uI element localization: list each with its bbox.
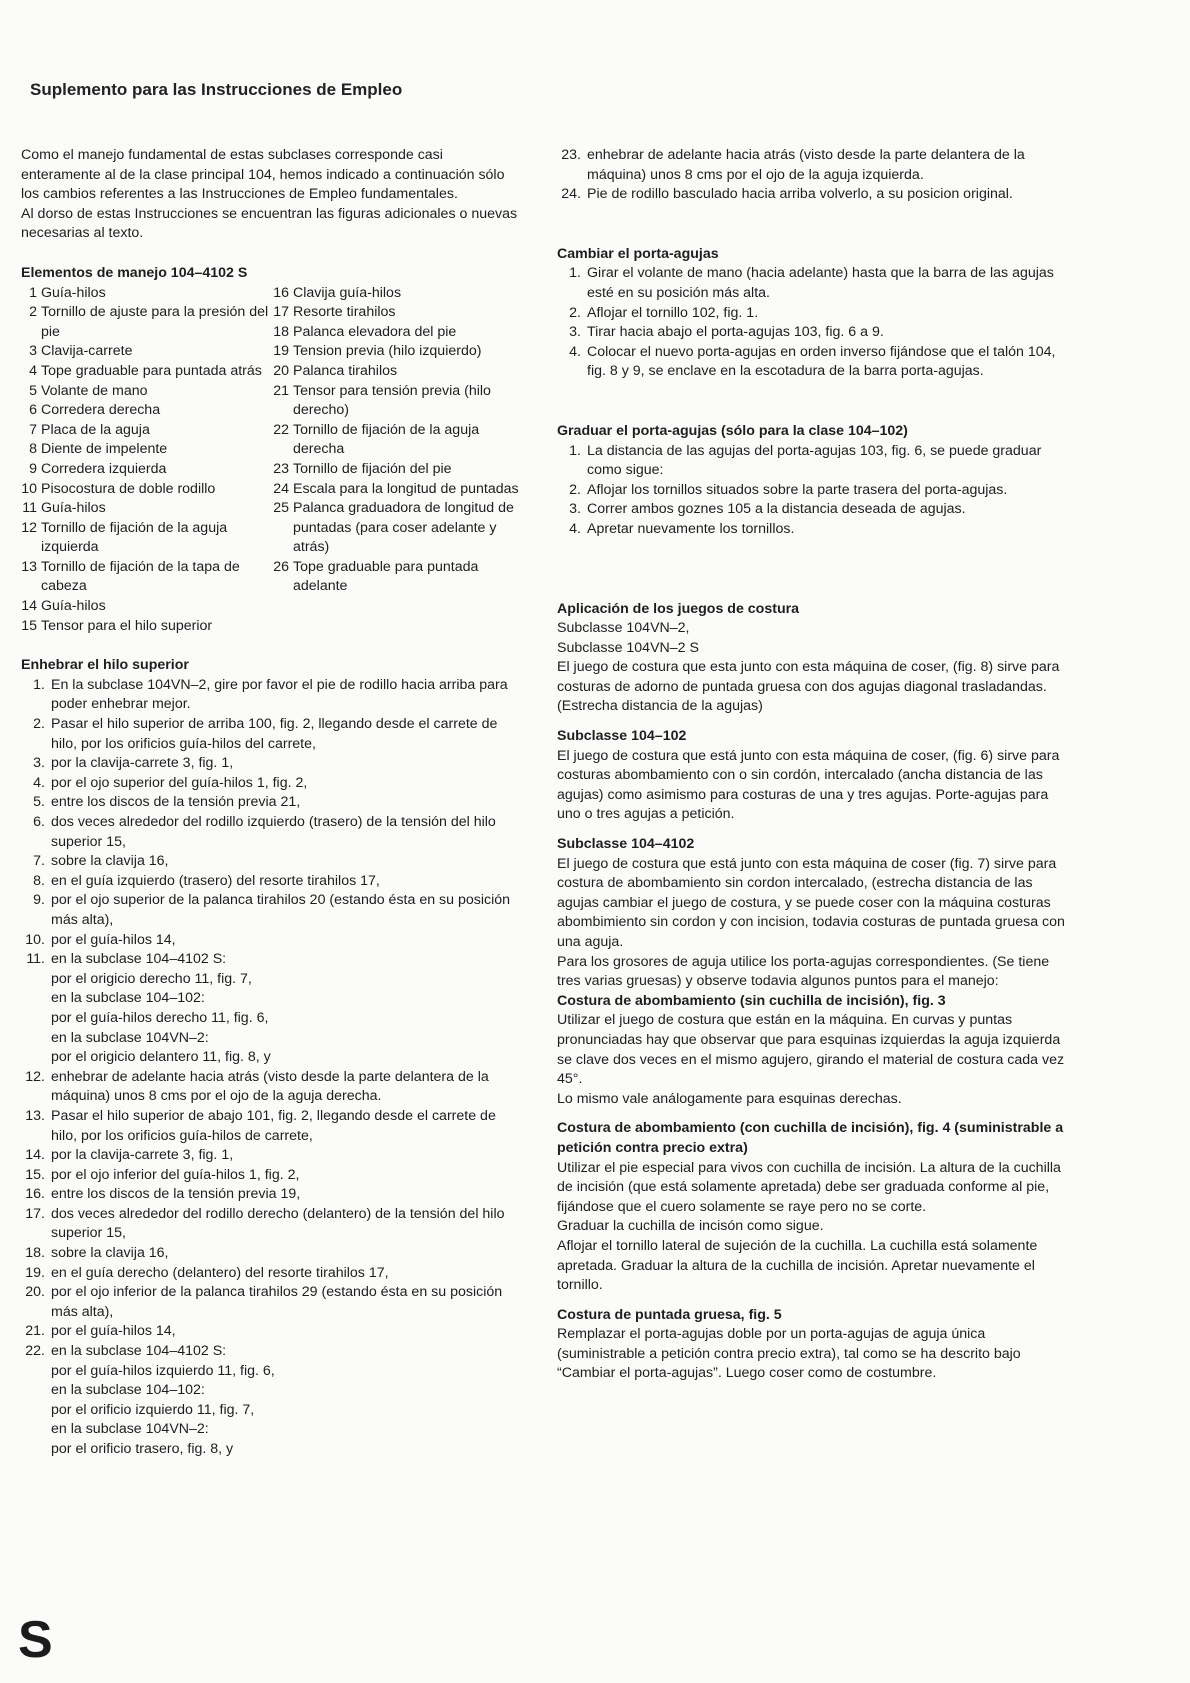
list-item-text: En la subclase 104VN–2, gire por favor el pie de rodillo hacia arriba para poder enhebrar mejor. bbox=[51, 676, 508, 713]
list-item-subline: por el orificio izquierdo 11, fig. 7, bbox=[51, 1401, 255, 1418]
list-item bbox=[21, 460, 273, 480]
list-item bbox=[273, 558, 521, 597]
list-item-number: 20. bbox=[25, 1284, 45, 1301]
list-item-text: entre los discos de la tensión previa 19, bbox=[51, 1186, 301, 1203]
list-item-number: 22. bbox=[25, 1343, 45, 1360]
aplicacion-subclass-2: Subclasse 104VN–2 S bbox=[557, 639, 699, 656]
list-item-text: en la subclase 104–4102 S: bbox=[51, 1343, 227, 1360]
list-item bbox=[21, 715, 521, 754]
intro-paragraph-1: Como el manejo fundamental de estas subclases corresponde casi enteramente al de la clase principal 104, hemos indicado a continuación sólo los cambios referentes a las Instrucciones de Empleo fundamentales. bbox=[21, 147, 505, 203]
list-item-text: Diente de impelente bbox=[41, 441, 168, 458]
list-item bbox=[273, 342, 521, 362]
list-item bbox=[557, 343, 1069, 382]
list-item-number: 12 bbox=[21, 519, 37, 536]
list-item-text: dos veces alrededor del rodillo derecho (delantero) de la tensión del hilo superior 15, bbox=[51, 1205, 505, 1242]
list-item-number: 5 bbox=[29, 382, 37, 399]
cambiar-list bbox=[557, 264, 1069, 382]
list-item-number: 8 bbox=[29, 441, 37, 458]
list-item-number: 1. bbox=[569, 442, 581, 459]
list-item bbox=[21, 421, 273, 441]
list-item-number: 11 bbox=[22, 500, 37, 517]
list-item bbox=[21, 362, 273, 382]
costura-puntada-gruesa-heading: Costura de puntada gruesa, fig. 5 bbox=[557, 1306, 782, 1323]
list-item-text: Clavija guía-hilos bbox=[293, 284, 402, 301]
enhebrar-list bbox=[21, 676, 521, 1460]
list-item-subline: por el origicio delantero 11, fig. 8, y bbox=[51, 1049, 271, 1066]
list-item-text: en el guía derecho (delantero) del resorte tirahilos 17, bbox=[51, 1264, 389, 1281]
list-item bbox=[557, 442, 1069, 481]
list-item bbox=[557, 481, 1069, 501]
list-item-number: 9 bbox=[29, 460, 37, 477]
list-item-text: Tornillo de fijación de la tapa de cabeza bbox=[41, 558, 240, 595]
list-item-text: Tensor para tensión previa (hilo derecho) bbox=[293, 382, 491, 419]
right-column bbox=[557, 146, 1069, 1384]
list-item bbox=[557, 264, 1069, 303]
list-item bbox=[21, 1068, 521, 1107]
list-item-text: enhebrar de adelante hacia atrás (visto desde la parte delantera de la máquina) unos 8 cms por el ojo de la aguja derecha. bbox=[51, 1068, 489, 1105]
list-item bbox=[21, 852, 521, 872]
costura-sin-cuchilla-heading: Costura de abombamiento (sin cuchilla de incisión), fig. 3 bbox=[557, 992, 946, 1009]
list-item-text: Placa de la aguja bbox=[41, 421, 150, 438]
list-item-text: Palanca tirahilos bbox=[293, 362, 398, 379]
list-item bbox=[21, 499, 273, 519]
list-item bbox=[21, 774, 521, 794]
list-item bbox=[21, 754, 521, 774]
list-item bbox=[21, 872, 521, 892]
list-item-number: 11. bbox=[26, 951, 45, 968]
list-item-number: 8. bbox=[33, 872, 45, 889]
list-item bbox=[21, 617, 273, 637]
left-column bbox=[21, 146, 521, 1460]
list-item bbox=[21, 813, 521, 852]
list-item-text: Palanca graduadora de longitud de puntadas (para coser adelante y atrás) bbox=[293, 500, 514, 556]
aplicacion-subclass-1: Subclasse 104VN–2, bbox=[557, 620, 690, 637]
list-item bbox=[273, 284, 521, 304]
page-title: Suplemento para las Instrucciones de Empleo bbox=[30, 80, 403, 99]
list-item-text: enhebrar de adelante hacia atrás (visto desde la parte delantera de la máquina) unos 8 cms por el ojo de la aguja izquierda. bbox=[587, 147, 1025, 183]
list-item-number: 1. bbox=[33, 676, 45, 693]
list-item bbox=[21, 1205, 521, 1244]
list-item-text: Tornillo de ajuste para la presión del pie bbox=[41, 304, 269, 340]
list-item-subline: por el guía-hilos derecho 11, fig. 6, bbox=[51, 1009, 269, 1026]
list-item-number: 15. bbox=[25, 1166, 45, 1183]
list-item-number: 16 bbox=[273, 284, 289, 301]
list-item-number: 24. bbox=[561, 186, 581, 203]
enhebrar-continued-list bbox=[557, 146, 1069, 205]
list-item-text: Corredera izquierda bbox=[41, 460, 167, 477]
list-item bbox=[273, 460, 521, 480]
list-item-text: Colocar el nuevo porta-agujas en orden inverso fijándose que el talón 104, fig. 8 y 9, se enclave en la escotadura de la barra porta-agujas. bbox=[587, 343, 1056, 380]
list-item-number: 21. bbox=[25, 1323, 45, 1340]
list-item bbox=[21, 401, 273, 421]
list-item bbox=[21, 1283, 521, 1322]
list-item bbox=[21, 558, 273, 597]
list-item-number: 6. bbox=[33, 814, 45, 830]
list-item-number: 18. bbox=[25, 1245, 45, 1262]
list-item-text: por el ojo inferior del guía-hilos 1, fig. 2, bbox=[51, 1166, 300, 1183]
aplicacion-paragraph-1: El juego de costura que esta junto con esta máquina de coser, (fig. 8) sirve para costuras de adorno de puntada gruesa con dos agujas diagonal trasladandas. (Estrecha distancia de la agujas) bbox=[557, 659, 1060, 715]
aplicacion-heading: Aplicación de los juegos de costura bbox=[557, 600, 800, 617]
list-item-text: Apretar nuevamente los tornillos. bbox=[587, 520, 795, 537]
list-item bbox=[21, 519, 273, 558]
list-item-text: Guía-hilos bbox=[41, 284, 106, 301]
list-item-number: 23 bbox=[273, 460, 289, 477]
list-item-text: por el ojo inferior de la palanca tirahilos 29 (estando ésta en su posición más alta), bbox=[51, 1284, 503, 1320]
list-item-subline: por el origicio derecho 11, fig. 7, bbox=[51, 970, 252, 987]
list-item bbox=[21, 303, 273, 342]
graduar-list bbox=[557, 442, 1069, 540]
aplicacion-paragraph-2: El juego de costura que está junto con esta máquina de coser, (fig. 6) sirve para costuras abombamiento con o sin cordón, intercalado (ancha distancia de las agujas) como asimismo para costuras de una y tres agujas. Porte-agujas para uno o tres agujas a petición. bbox=[557, 747, 1060, 823]
list-item bbox=[21, 1166, 521, 1186]
list-item bbox=[21, 676, 521, 715]
list-item-number: 23. bbox=[561, 147, 581, 163]
enhebrar-heading: Enhebrar el hilo superior bbox=[21, 657, 189, 674]
list-item-number: 2 bbox=[29, 304, 37, 321]
aplicacion-paragraph-4: Para los grosores de aguja utilice los porta-agujas correspondientes. (Se tiene tres varias gruesas) y observe todavia algunos puntos para el manejo: bbox=[557, 953, 1050, 990]
list-item-number: 4 bbox=[29, 362, 37, 379]
list-item-number: 4. bbox=[569, 343, 581, 360]
list-item bbox=[557, 185, 1069, 205]
list-item-text: Tornillo de fijación de la aguja derecha bbox=[293, 421, 480, 458]
list-item bbox=[21, 1107, 521, 1146]
list-item-text: Guía-hilos bbox=[41, 500, 106, 517]
list-item bbox=[21, 342, 273, 362]
list-item-text: Escala para la longitud de puntadas bbox=[293, 480, 519, 497]
list-item-number: 3. bbox=[33, 755, 45, 772]
list-item bbox=[21, 382, 273, 402]
list-item bbox=[21, 793, 521, 813]
list-item-text: Clavija-carrete bbox=[41, 343, 133, 360]
list-item bbox=[273, 499, 521, 558]
list-item bbox=[21, 597, 273, 617]
list-item-number: 10. bbox=[25, 931, 45, 948]
list-item-subline: en la subclase 104VN–2: bbox=[51, 1029, 209, 1046]
list-item-text: en el guía izquierdo (trasero) del resorte tirahilos 17, bbox=[51, 872, 380, 889]
list-item bbox=[21, 284, 273, 304]
list-item-number: 1. bbox=[569, 265, 581, 282]
list-item-number: 14. bbox=[25, 1147, 45, 1164]
list-item-text: Guía-hilos bbox=[41, 598, 106, 615]
list-item-text: Palanca elevadora del pie bbox=[293, 323, 457, 340]
list-item-text: por el guía-hilos 14, bbox=[51, 931, 176, 948]
list-item-text: dos veces alrededor del rodillo izquierdo (trasero) de la tensión del hilo superior 15, bbox=[51, 814, 496, 850]
graduar-heading: Graduar el porta-agujas (sólo para la clase 104–102) bbox=[557, 422, 908, 439]
aplicacion-paragraph-5: Utilizar el juego de costura que están en la máquina. En curvas y puntas pronunciadas hay que observar que para esquinas izquierdas la aguja izquierda se clave dos veces en el mismo agujero, girando el material de costura cada vez 45°. bbox=[557, 1012, 1065, 1088]
list-item-number: 17 bbox=[273, 304, 289, 321]
list-item-text: Corredera derecha bbox=[41, 402, 161, 419]
list-item-number: 9. bbox=[33, 892, 45, 909]
list-item-number: 2. bbox=[33, 716, 45, 733]
page-letter: S bbox=[18, 1611, 53, 1669]
list-item bbox=[273, 362, 521, 382]
list-item bbox=[557, 146, 1069, 185]
list-item bbox=[557, 520, 1069, 540]
list-item-text: Volante de mano bbox=[41, 382, 148, 399]
list-item-text: Tornillo de fijación de la aguja izquierda bbox=[41, 519, 228, 556]
list-item-text: Pie de rodillo basculado hacia arriba volverlo, a su posicion original. bbox=[587, 186, 1013, 203]
subclass-104-102-heading: Subclasse 104–102 bbox=[557, 728, 687, 745]
list-item-number: 15 bbox=[21, 617, 37, 634]
list-item-text: Tope graduable para puntada atrás bbox=[41, 362, 262, 379]
list-item-number: 2. bbox=[569, 304, 581, 321]
list-item-text: entre los discos de la tensión previa 21, bbox=[51, 794, 301, 811]
list-item-number: 1 bbox=[29, 284, 37, 301]
aplicacion-paragraph-3: El juego de costura que está junto con esta máquina de coser (fig. 7) sirve para costura de abombamiento sin cordon intercalado, (estrecha distancia de las agujas cambiar el juego de costura, y se puede coser con la máquina costuras abombimiento sin cordon y con incision, todavia costuras de puntada gruesa con una aguja. bbox=[557, 855, 1065, 950]
list-item bbox=[21, 950, 521, 1068]
aplicacion-paragraph-6: Lo mismo vale análogamente para esquinas derechas. bbox=[557, 1090, 902, 1107]
list-item-subline: por el guía-hilos izquierdo 11, fig. 6, bbox=[51, 1362, 275, 1379]
list-item-number: 2. bbox=[569, 481, 581, 498]
list-item bbox=[273, 303, 521, 323]
list-item-number: 12. bbox=[25, 1068, 45, 1085]
aplicacion-paragraph-10: Remplazar el porta-agujas doble por un porta-agujas de aguja única (suministrable a petición contra precio extra), tal como se ha descrito bajo “Cambiar el porta-agujas”. Luego coser como de costumbre. bbox=[557, 1326, 1021, 1382]
list-item-number: 7 bbox=[29, 421, 37, 438]
list-item-text: Tope graduable para puntada adelante bbox=[293, 558, 479, 595]
list-item-number: 22 bbox=[273, 421, 289, 438]
list-item-text: La distancia de las agujas del porta-agujas 103, fig. 6, se puede graduar como sigue: bbox=[587, 442, 1042, 479]
list-item-text: por el ojo superior de la palanca tirahilos 20 (estando ésta en su posición más alta), bbox=[51, 892, 511, 928]
list-item-number: 26 bbox=[273, 558, 289, 575]
list-item-number: 6 bbox=[29, 402, 37, 419]
list-item-number: 4. bbox=[569, 520, 581, 537]
list-item bbox=[273, 382, 521, 421]
list-item bbox=[21, 931, 521, 951]
list-item bbox=[273, 323, 521, 343]
list-item-number: 24 bbox=[273, 480, 289, 497]
list-item-number: 25 bbox=[273, 500, 289, 517]
list-item-number: 4. bbox=[33, 774, 45, 791]
list-item-number: 5. bbox=[33, 794, 45, 811]
list-item bbox=[557, 500, 1069, 520]
list-item-number: 3. bbox=[569, 501, 581, 518]
list-item bbox=[21, 1244, 521, 1264]
list-item-number: 18 bbox=[273, 323, 289, 340]
list-item-text: Correr ambos goznes 105 a la distancia deseada de agujas. bbox=[587, 501, 966, 518]
list-item-text: Aflojar los tornillos situados sobre la parte trasera del porta-agujas. bbox=[587, 481, 1008, 498]
elementos-list bbox=[21, 284, 521, 637]
list-item-subline: en la subclase 104VN–2: bbox=[51, 1421, 209, 1438]
list-item-text: Pisocostura de doble rodillo bbox=[41, 480, 216, 497]
aplicacion-paragraph-7: Utilizar el pie especial para vivos con cuchilla de incisión. La altura de la cuchilla de incisión (que está solamente apretada) debe ser graduada conforme al pie, fijándose que el cuero solamente se raye pero no se corte. bbox=[557, 1159, 1061, 1215]
list-item bbox=[21, 1185, 521, 1205]
list-item bbox=[21, 1264, 521, 1284]
subclass-104-4102-heading: Subclasse 104–4102 bbox=[557, 836, 695, 853]
list-item-number: 10 bbox=[21, 480, 37, 497]
list-item-text: Resorte tirahilos bbox=[293, 304, 396, 321]
list-item-number: 17. bbox=[25, 1205, 45, 1222]
list-item-number: 19. bbox=[25, 1264, 45, 1281]
list-item bbox=[273, 421, 521, 460]
list-item-text: en la subclase 104–4102 S: bbox=[51, 951, 227, 968]
list-item-text: por la clavija-carrete 3, fig. 1, bbox=[51, 1147, 234, 1164]
list-item bbox=[21, 440, 273, 460]
list-item-number: 13. bbox=[25, 1107, 45, 1124]
list-item bbox=[21, 1322, 521, 1342]
list-item bbox=[21, 480, 273, 500]
list-item-number: 13 bbox=[21, 558, 37, 575]
list-item-number: 21 bbox=[273, 382, 289, 399]
list-item-text: Tension previa (hilo izquierdo) bbox=[293, 343, 482, 360]
list-item-subline: en la subclase 104–102: bbox=[51, 990, 205, 1007]
list-item-text: Pasar el hilo superior de arriba 100, fig. 2, llegando desde el carrete de hilo, por los orificios guía-hilos del carrete, bbox=[51, 716, 498, 752]
aplicacion-paragraph-8: Graduar la cuchilla de incisón como sigue. bbox=[557, 1218, 824, 1235]
list-item-text: por el ojo superior del guía-hilos 1, fig. 2, bbox=[51, 774, 308, 791]
elementos-heading: Elementos de manejo 104–4102 S bbox=[21, 264, 248, 281]
list-item bbox=[273, 480, 521, 500]
list-item bbox=[21, 1342, 521, 1460]
cambiar-heading: Cambiar el porta-agujas bbox=[557, 245, 719, 262]
list-item-number: 3 bbox=[29, 343, 37, 360]
list-item-number: 7. bbox=[33, 853, 45, 870]
list-item-subline: por el orificio trasero, fig. 8, y bbox=[51, 1441, 234, 1457]
list-item-subline: en la subclase 104–102: bbox=[51, 1382, 205, 1399]
list-item-number: 3. bbox=[569, 324, 581, 341]
list-item-text: sobre la clavija 16, bbox=[51, 1245, 169, 1262]
list-item-text: por el guía-hilos 14, bbox=[51, 1323, 176, 1340]
list-item-text: sobre la clavija 16, bbox=[51, 853, 169, 870]
list-item-text: Tirar hacia abajo el porta-agujas 103, fig. 6 a 9. bbox=[587, 324, 884, 341]
list-item-text: Aflojar el tornillo 102, fig. 1. bbox=[587, 304, 759, 321]
list-item-text: Tensor para el hilo superior bbox=[41, 617, 213, 634]
aplicacion-paragraph-9: Aflojar el tornillo lateral de sujeción de la cuchilla. La cuchilla está solamente apretada. Graduar la altura de la cuchilla de incisión. Apretar nuevamente el tornillo. bbox=[557, 1237, 1038, 1294]
list-item-text: Tornillo de fijación del pie bbox=[293, 460, 452, 477]
list-item-number: 14 bbox=[21, 598, 37, 615]
list-item-number: 16. bbox=[25, 1186, 45, 1203]
list-item bbox=[21, 1146, 521, 1166]
list-item-text: Girar el volante de mano (hacia adelante) hasta que la barra de las agujas esté en su posición más alta. bbox=[587, 265, 1054, 301]
list-item-text: Pasar el hilo superior de abajo 101, fig. 2, llegando desde el carrete de hilo, por los orificios guía-hilos de carrete, bbox=[51, 1107, 496, 1144]
list-item-number: 20 bbox=[273, 362, 289, 379]
list-item bbox=[557, 304, 1069, 324]
costura-con-cuchilla-heading: Costura de abombamiento (con cuchilla de incisión), fig. 4 (suministrable a petición contra precio extra) bbox=[557, 1120, 1064, 1156]
list-item-text: por la clavija-carrete 3, fig. 1, bbox=[51, 755, 234, 772]
list-item-number: 19 bbox=[273, 343, 289, 360]
list-item bbox=[557, 323, 1069, 343]
intro-paragraph-2: Al dorso de estas Instrucciones se encuentran las figuras adicionales o nuevas necesarias al texto. bbox=[21, 205, 518, 242]
list-item bbox=[21, 891, 521, 930]
